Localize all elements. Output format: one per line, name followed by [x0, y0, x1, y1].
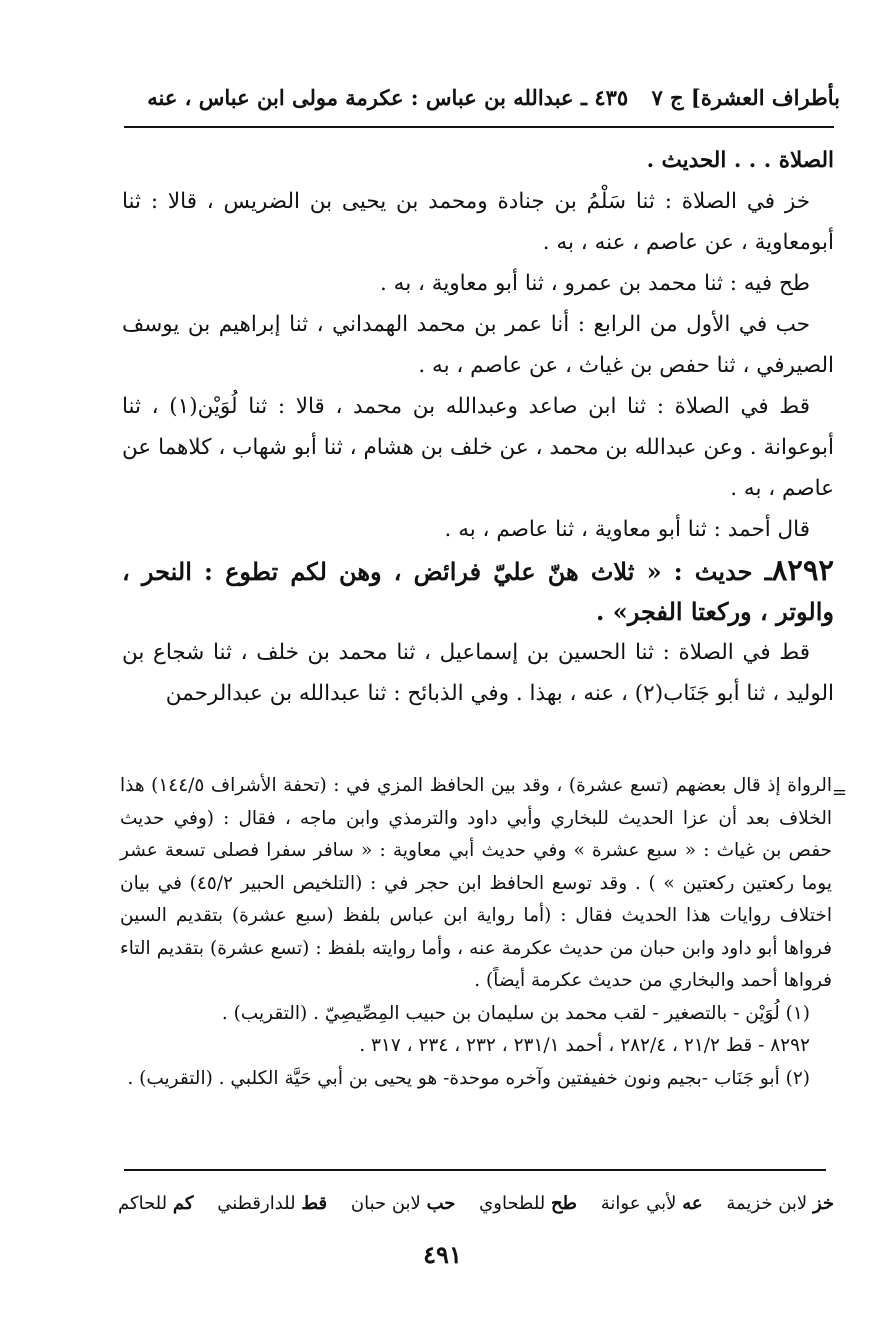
text-hb: حب في الأول من الرابع : أنا عمر بن محمد الهمداني ، ثنا إبراهيم بن يوسف الصيرفي ، ثنا حفص بن غياث ، عن عاصم ، به . [122, 312, 834, 378]
text-tah: طح فيه : ثنا محمد بن عمرو ، ثنا أبو معاوية ، به . [380, 271, 810, 296]
footnote-hadith-refs: ٨٢٩٢ - قط ٢١/٢ ، ٢٨٢/٤ ، أحمد ٢٣١/١ ، ٢٣٢ ، ٢٣٤ ، ٣١٧ . [359, 1035, 810, 1056]
hadith-text: ـ حديث : « ثلاث هنّ عليّ فرائض ، وهن لكم تطوع : النحر ، والوتر ، وركعتا الفجر» . [122, 557, 834, 626]
main-text [122, 140, 834, 714]
header-volume: بأطراف العشرة] ج ٧ [651, 84, 840, 110]
hadith-heading [122, 550, 834, 632]
abbr-item: كم للحاكم [118, 1192, 194, 1214]
text-khz: خز في الصلاة : ثنا سَلْمُ بن جنادة ومحمد بن يحيى بن الضريس ، قالا : ثنا أبومعاوية ، عن عاصم ، عنه ، به . [122, 189, 834, 255]
continuation-marker: = [832, 782, 848, 803]
footnote-continued: الرواة إذ قال بعضهم (تسع عشرة) ، وقد بين الحافظ المزي في : (تحفة الأشراف ١٤٤/٥) هذا الخلاف بعد أن عزا الحديث للبخاري وأبي داود والترمذي وابن ماجه ، فقال : (وفي حديث حفص بن غياث : « سبع عشرة » وفي حديث أبي معاوية : « سافر سفرا فصلى تسعة عشر يوما ركعتين ركعتين » ) . وقد توسع الحافظ ابن حجر في : (التلخيص الحبير ٤٥/٢) في بيان اختلاف روايات هذا الحديث فقال : (أما رواية ابن عباس بلفظ (سبع عشرة) بتقديم السين فرواها أبو داود وابن حبان من حديث عكرمة عنه ، وأما روايته بلفظ : (تسع عشرة) بتقديم التاء فرواها أحمد والبخاري من حديث عكرمة أيضاً) . [120, 775, 832, 991]
header-title: ٤٣٥ ـ عبدالله بن عباس : عكرمة مولى ابن عباس ، عنه [147, 84, 629, 110]
footer-rule [124, 1169, 826, 1171]
abbr-item: خز لابن خزيمة [726, 1192, 834, 1214]
text-qt-2: قط في الصلاة : ثنا الحسين بن إسماعيل ، ثنا محمد بن خلف ، ثنا شجاع بن الوليد ، ثنا أبو جَنَاب(٢) ، عنه ، بهذا . وفي الذبائح : ثنا عبدالله بن عبدالرحمن [122, 640, 834, 706]
page-number: ٤٩١ [423, 1240, 462, 1269]
text-ahmad: قال أحمد : ثنا أبو معاوية ، ثنا عاصم ، به . [444, 517, 810, 542]
footnote-1: (١) لُوَيْن - بالتصغير - لقب محمد بن سليمان بن حبيب المِصِّيصِيّ . (التقريب) . [221, 1002, 810, 1024]
text-qt: قط في الصلاة : ثنا ابن صاعد وعبدالله بن محمد ، قالا : ثنا لُوَيْن(١) ، ثنا أبوعوانة . وعن عبدالله بن محمد ، عن خلف بن هشام ، ثنا أبو شهاب ، كلاهما عن عاصم ، به . [122, 394, 834, 501]
header-rule [124, 126, 834, 128]
hadith-number: ٨٢٩٢ [771, 553, 834, 587]
running-header [124, 74, 840, 120]
abbr-item: حب لابن حبان [350, 1192, 456, 1214]
abbreviation-key [118, 1186, 834, 1220]
abbr-item: طح للطحاوي [479, 1192, 577, 1214]
abbr-item: قط للدارقطني [217, 1192, 328, 1214]
footnotes [120, 770, 832, 1095]
footnote-2: (٢) أبو جَنَاب -بجيم ونون خفيفتين وآخره موحدة- هو يحيى بن أبي حَيَّة الكلبي . (التقريب) . [127, 1067, 810, 1089]
abbr-item: عه لأبي عوانة [600, 1192, 703, 1214]
text-line-1: الصلاة . . . الحديث . [646, 148, 834, 173]
